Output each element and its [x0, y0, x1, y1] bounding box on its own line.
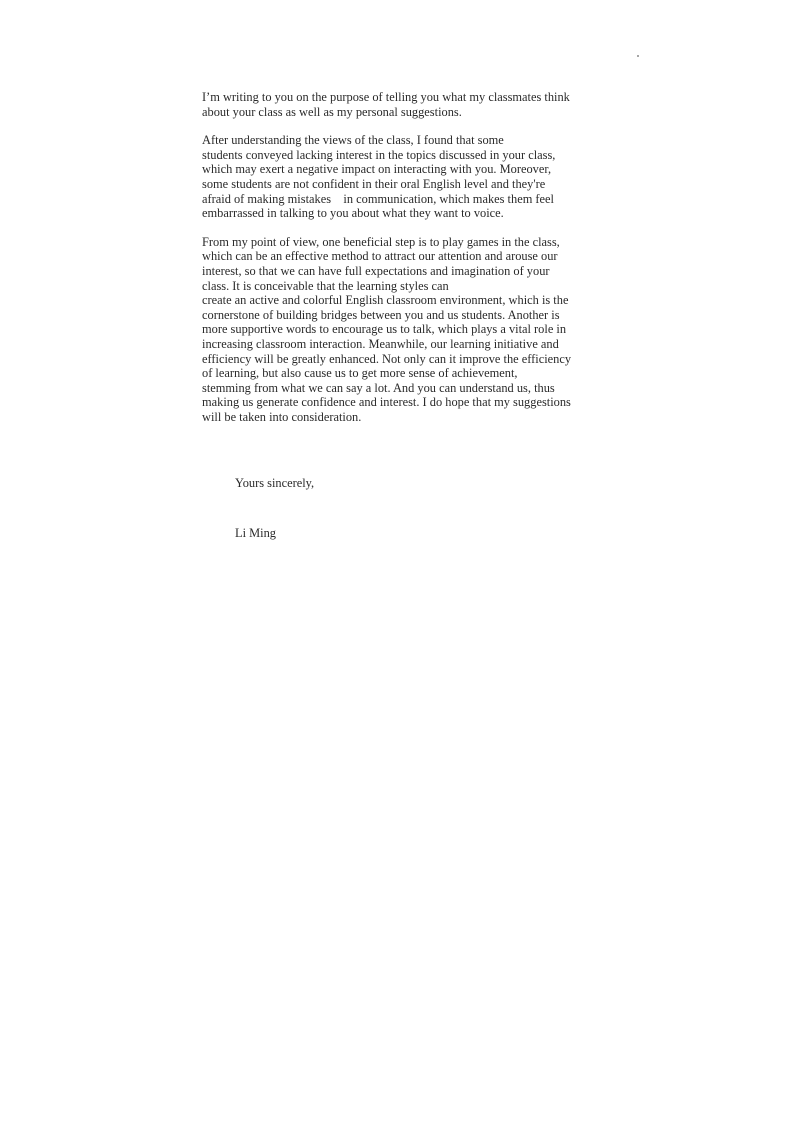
text-line: interest, so that we can have full expectations and imagination of your: [202, 263, 550, 278]
text-line: cornerstone of building bridges between you and us students. Another is: [202, 307, 560, 322]
letter-body: [202, 90, 634, 438]
text-line: some students are not confident in their oral English level and they're: [202, 176, 546, 191]
paragraph-suggestions: [202, 235, 634, 425]
text-line: From my point of view, one beneficial step is to play games in the class,: [202, 234, 560, 249]
text-line: making us generate confidence and interest. I do hope that my suggestions: [202, 395, 571, 410]
text-line: students conveyed lacking interest in the topics discussed in your class,: [202, 147, 556, 162]
text-line: After understanding the views of the class, I found that some: [202, 133, 504, 148]
signature-name: Li Ming: [235, 526, 276, 540]
text-line: more supportive words to encourage us to talk, which plays a vital role in: [202, 322, 567, 337]
text-line: stemming from what we can say a lot. And you can understand us, thus: [202, 380, 555, 395]
text-line: afraid of making mistakes in communication, which makes them feel: [202, 191, 555, 206]
text-line: efficiency will be greatly enhanced. Not only can it improve the efficiency: [202, 351, 572, 366]
text-line: class. It is conceivable that the learning styles can: [202, 278, 449, 293]
text-line: I’m writing to you on the purpose of telling you what my classmates think: [202, 90, 570, 104]
text-line: of learning, but also cause us to get more sense of achievement,: [202, 366, 518, 381]
text-line: will be taken into consideration.: [202, 409, 362, 424]
closing-line: Yours sincerely,: [235, 476, 315, 490]
text-line: which can be an effective method to attract our attention and arouse our: [202, 249, 558, 264]
text-line: about your class as well as my personal suggestions.: [202, 104, 462, 119]
text-line: which may exert a negative impact on interacting with you. Moreover,: [202, 162, 552, 177]
text-line: embarrassed in talking to you about what they want to voice.: [202, 206, 504, 221]
text-line: increasing classroom interaction. Meanwhile, our learning initiative and: [202, 336, 559, 351]
paragraph-intro: [202, 90, 634, 119]
text-line: create an active and colorful English classroom environment, which is the: [202, 293, 569, 308]
paragraph-views: [202, 133, 634, 221]
scan-speck: [637, 55, 639, 57]
